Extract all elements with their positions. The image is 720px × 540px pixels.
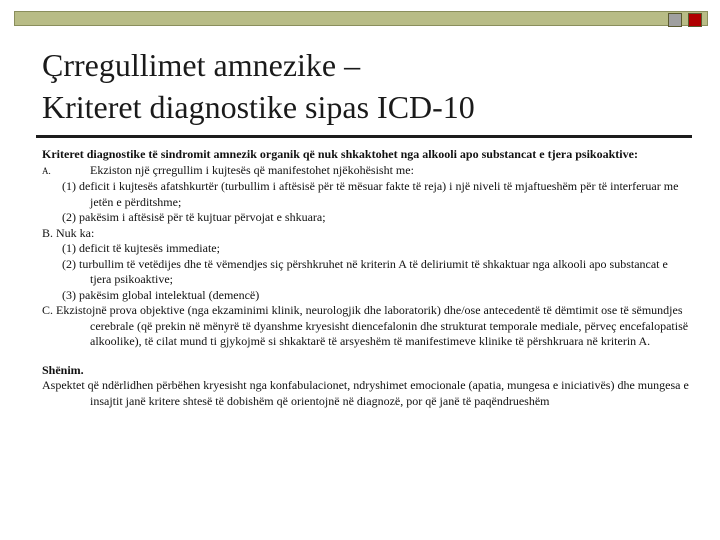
note-text: Aspektet që ndërlidhen përbëhen kryesisht nga konfabulacionet, ndryshimet emocionale (apatia, mungesa e iniciativës) dhe mungesa e insajtit janë kritere shtesë të dobishëm që orientojnë në diagnozë, por që janë të paqëndrueshëm (42, 378, 689, 408)
slide-body (42, 147, 692, 409)
criterion-a (42, 163, 692, 180)
spacer (42, 350, 692, 363)
slide-title (42, 44, 702, 128)
criterion-b2: (2) turbullim të vetëdijes dhe të vëmendjes siç përshkruhet në kriterin A të deliriumit të shkaktuar nga alkooli apo substancat e tjera psikoaktive; (62, 256, 668, 286)
criterion-a2: (2) pakësim i aftësisë për të kujtuar përvojat e shkuara; (62, 210, 326, 224)
red-square-icon (688, 13, 702, 27)
criterion-b1: (1) deficit të kujtesës immediate; (62, 241, 220, 255)
criterion-b: B. Nuk ka: (42, 225, 95, 240)
criterion-c: C. Ekzistojnë prova objektive (nga ekzaminimi klinik, neurologjik dhe laboratorik) dhe/ose antecedentë të dëmtimit ose të sëmundjes cerebrale (që prekin në mënyrë të dyanshme kryesisht diencefalonin dhe strukturat temporale mediale, përveç encefalopatisë alkoolike), të cilat mund ti gjykojmë si shkaktarë të arsyeshëm të manifestimeve klinike të përshkruara në kriterin A. (42, 303, 689, 348)
criterion-a-marker: A. (42, 165, 51, 176)
note-title: Shënim. (42, 362, 84, 377)
criterion-b3: (3) pakësim global intelektual (demencë) (62, 287, 260, 302)
title-line-2: Kriteret diagnostike sipas ICD-10 (42, 89, 475, 125)
title-line-1: Çrregullimet amnezike – (42, 47, 361, 83)
title-divider (36, 135, 692, 138)
gray-square-icon (668, 13, 682, 27)
criterion-a1: (1) deficit i kujtesës afatshkurtër (turbullim i aftësisë për të mësuar fakte të reja) i një niveli të mjaftueshëm për të interferuar me jetën e përditshme; (62, 179, 679, 209)
intro-text: Kriteret diagnostike të sindromit amnezik organik që nuk shkaktohet nga alkooli apo substancat e tjera psikoaktive: (42, 147, 638, 161)
decorative-top-bar (14, 11, 708, 26)
criterion-a-text: Ekziston një çrregullim i kujtesës që manifestohet njëkohësisht me: (90, 162, 414, 177)
